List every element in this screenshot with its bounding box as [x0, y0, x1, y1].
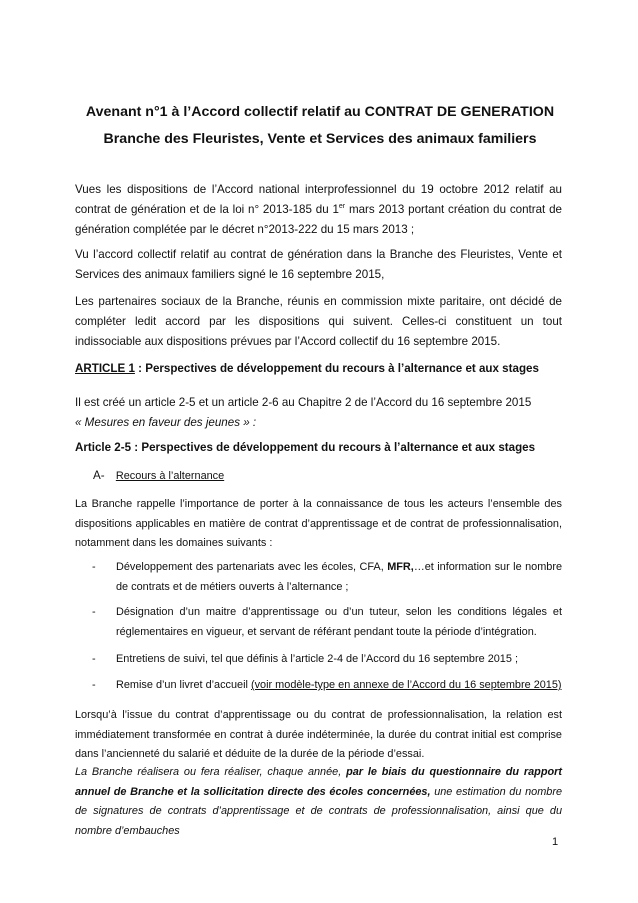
section-a-letter: A- — [93, 469, 105, 482]
paragraph-lorsque: Lorsqu’à l’issue du contrat d’apprentissage ou du contrat de professionnalisation, la relation est immédiatement transformée en contrat à durée indéterminée, la durée du contrat initial est comprise dans l’ancienneté du salarié et déduite de la durée de la période d’essai. — [75, 709, 562, 760]
bullet-text-entretiens: Entretiens de suivi, tel que définis à l’article 2-4 de l’Accord du 16 septembre 2015 ; — [116, 653, 518, 665]
bullet-dash: - — [92, 679, 96, 691]
paragraph-branche-rappelle: La Branche rappelle l’importance de porter à la connaissance de tous les acteurs l’ensemble des dispositions applicables en matière de contrat d’apprentissage et de contrat de professionnalisation, notamment dans les domaines suivants : — [75, 498, 562, 549]
paragraph-article-creation-text: Il est créé un article 2-5 et un article 2-6 au Chapitre 2 de l’Accord du 16 septembre 2015 — [75, 396, 532, 409]
paragraph-realisera-part1: La Branche réalisera ou fera réaliser, chaque année, — [75, 766, 347, 778]
paragraph-partenaires: Les partenaires sociaux de la Branche, réunis en commission mixte paritaire, ont décidé de compléter ledit accord par les dispositions qui suivent. Celles-ci constituent un tout indissociable aux dispositions prévues par l’Accord collectif du 16 septembre 2015. — [75, 295, 562, 348]
bullet-1-part1: Développement des partenariats avec les écoles, CFA, — [116, 561, 388, 573]
paragraph-branche-realisera — [75, 763, 562, 841]
bullet-dash: - — [92, 561, 96, 573]
paragraph-vues-part2: mars 2013 portant création du contrat de génération complétée par le décret n°2013-222 du 15 mars 2013 ; — [75, 203, 562, 236]
section-a-label: Recours à l’alternance — [115, 470, 225, 482]
bullet-text-designation: Désignation d’un maitre d’apprentissage ou d’un tuteur, selon les conditions légales et réglementaires en vigueur, et servant de référant pendant toute la période d’intégration. — [116, 606, 562, 638]
document-title-line-1: Avenant n°1 à l’Accord collectif relatif au CONTRAT DE GENERATION — [85, 104, 555, 120]
article-1-title: : Perspectives de développement du recours à l’alternance et aux stages — [134, 362, 539, 375]
paragraph-realisera-part2: une estimation du nombre de signatures de contrats d’apprentissage et de contrats de professionnalisation, ainsi que du nombre d’embauches — [75, 785, 563, 837]
article-1-label: ARTICLE 1 — [75, 362, 135, 375]
bullet-dash: - — [92, 653, 96, 665]
bullet-dash: - — [92, 606, 96, 618]
bullet-text-partenariats — [116, 558, 562, 597]
paragraph-vues-superscript: er — [338, 203, 346, 211]
bullet-text-livret — [116, 676, 562, 696]
bullet-1-bold: MFR, — [387, 561, 414, 573]
paragraph-vues-part1: Vues les dispositions de l’Accord national interprofessionnel du 19 octobre 2012 relatif au contrat de génération et de la loi n° 2013-185 du 1 — [75, 183, 562, 216]
page-number: 1 — [552, 836, 559, 848]
section-a-heading — [93, 466, 580, 487]
paragraph-vues — [75, 180, 562, 240]
bullet-1-part2: …et information sur le nombre de contrats et de métiers ouverts à l’alternance ; — [116, 561, 563, 593]
article-2-5-heading: Article 2-5 : Perspectives de développement du recours à l’alternance et aux stages — [75, 441, 536, 454]
document-title-line-2: Branche des Fleuristes, Vente et Services des animaux familiers — [103, 131, 537, 147]
paragraph-article-creation-italic: « Mesures en faveur des jeunes » : — [75, 416, 257, 429]
paragraph-vu: Vu l’accord collectif relatif au contrat de génération dans la Branche des Fleuristes, Vente et Services des animaux familiers signé le 16 septembre 2015, — [75, 248, 562, 281]
article-1-heading — [75, 359, 562, 379]
bullet-4-underlined: (voir modèle-type en annexe de l’Accord du 16 septembre 2015) — [250, 679, 562, 691]
bullet-4-part1: Remise d’un livret d’accueil — [116, 679, 251, 691]
paragraph-article-creation — [75, 393, 562, 433]
paragraph-realisera-bold: par le biais du questionnaire du rapport annuel de Branche et la sollicitation directe des écoles concernées, — [75, 766, 562, 798]
